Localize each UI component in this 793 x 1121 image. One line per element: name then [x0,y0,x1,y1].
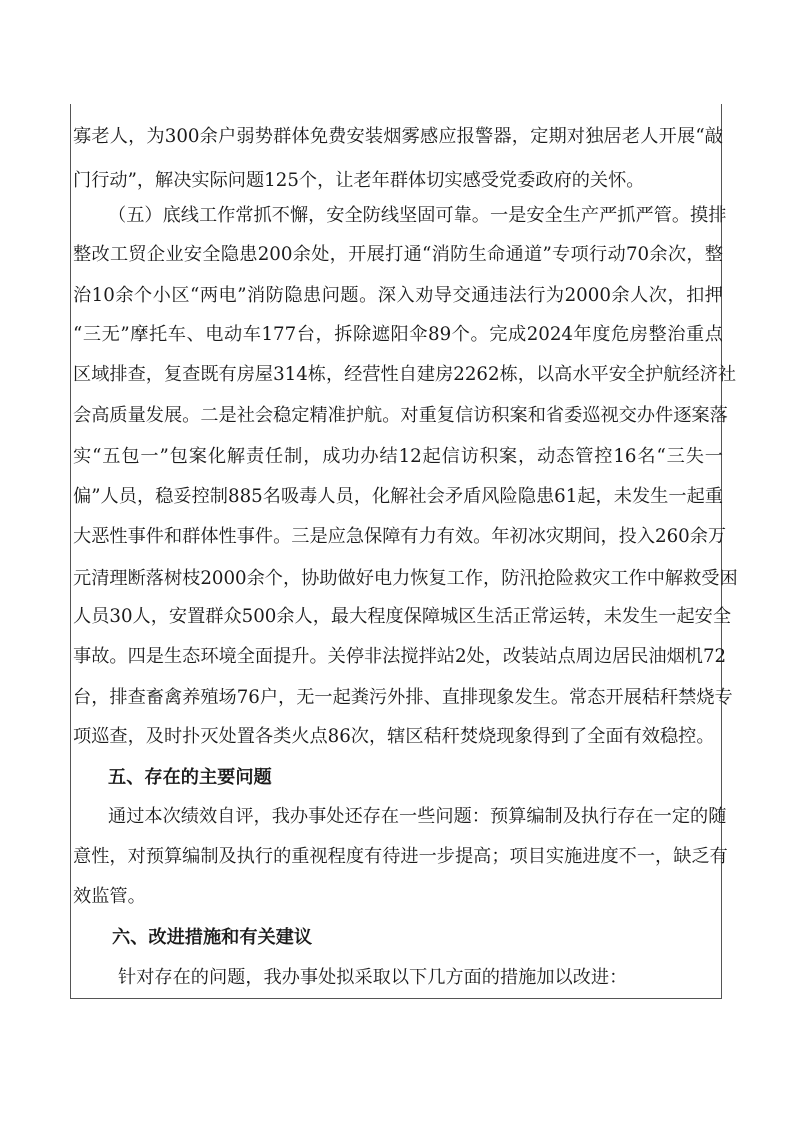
text-line: 针对存在的问题，我办事处拟采取以下几方面的措施加以改进： [118,967,628,988]
text-line: 台，排查畜禽养殖场76户，无一起粪污外排、直排现象发生。常态开展秸秆禁烧专 [73,687,733,708]
text-line: 元清理断落树枝2000余个，协助做好电力恢复工作，防汛抢险救灾工作中解救受困 [73,568,738,589]
text-line: 区域排查，复查既有房屋314栋，经营性自建房2262栋，以高水平安全护航经济社 [73,364,737,385]
text-line: 人员30人，安置群众500余人，最大程度保障城区生活正常运转，未发生一起安全 [73,606,732,627]
text-line: 通过本次绩效自评，我办事处还存在一些问题：预算编制及执行存在一定的随 [108,806,727,827]
text-line: 治10余个小区“两电”消防隐患问题。深入劝导交通违法行为2000余人次，扣押 [73,285,723,306]
text-line: 实“五包一”包案化解责任制，成功办结12起信访积案，动态管控16名“三失一 [73,446,723,467]
text-line: 寡老人，为300余户弱势群体免费安装烟雾感应报警器，定期对独居老人开展“敲 [73,126,723,147]
text-line: 意性，对预算编制及执行的重视程度有待进一步提高；项目实施进度不一，缺乏有 [73,846,728,867]
text-line: 偏”人员，稳妥控制885名吸毒人员，化解社会矛盾风险隐患61起，未发生一起重 [73,486,723,507]
text-line: 整改工贸企业安全隐患200余处，开展打通“消防生命通道”专项行动70余次，整 [73,244,723,265]
text-line: 大恶性事件和群体性事件。三是应急保障有力有效。年初冰灾期间，投入260余万 [73,526,727,547]
text-line: 事故。四是生态环境全面提升。关停非法搅拌站2处，改装站点周边居民油烟机72 [73,646,727,667]
text-line: 项巡查，及时扑灭处置各类火点86次，辖区秸秆焚烧现象得到了全面有效稳控。 [73,726,715,747]
text-line: 效监管。 [73,886,146,907]
text-line: 门行动”，解决实际问题125个，让老年群体切实感受党委政府的关怀。 [73,170,645,191]
section-heading-6: 六、改进措施和有关建议 [112,927,313,948]
text-line: “三无”摩托车、电动车177台，拆除遮阳伞89个。完成2024年度危房整治重点 [73,324,723,345]
text-line: （五）底线工作常抓不懈，安全防线坚固可靠。一是安全生产严抓严管。摸排 [108,205,727,226]
text-line: 会高质量发展。二是社会稳定精准护航。对重复信访积案和省委巡视交办件逐案落 [73,405,728,426]
section-heading-5: 五、存在的主要问题 [108,767,272,788]
